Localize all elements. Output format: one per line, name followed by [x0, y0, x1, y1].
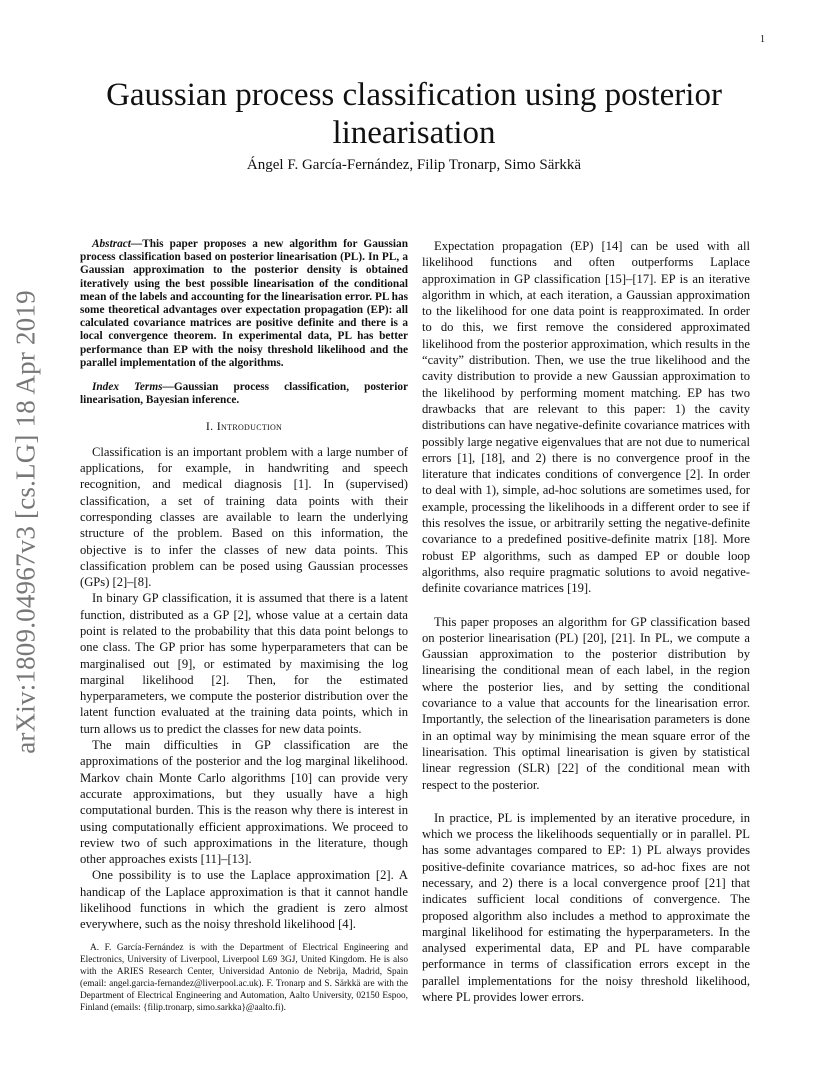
- left-column: [80, 238, 408, 1014]
- abstract-text: This paper proposes a new algorithm for Gaussian process classification based on posterior linearisation (PL). In PL, a Gaussian approximation to the posterior density is obtained iteratively using the best possible linearisation of the conditional mean of the labels and accounting for the linearisation error. PL has some theoretical advantages over expectation propagation (EP): all calculated covariance matrices are positive definite and there is a local convergence theorem. In experimental data, PL has better performance than EP with the noisy threshold likelihood and the parallel implementation of the algorithms.: [80, 238, 408, 369]
- arxiv-stamp: [8, 286, 44, 758]
- index-terms-label: Index Terms—: [92, 381, 174, 394]
- paper-title: Gaussian process classification using posterior linearisation: [106, 77, 722, 151]
- intro-paragraph-4: One possibility is to use the Laplace approximation [2]. A handicap of the Laplace approximation is that it cannot handle likelihood functions in which the gradient is zero almost everywhere, such as the noisy threshold likelihood [4].: [80, 868, 408, 932]
- intro-paragraph-3: The main difficulties in GP classification are the approximations of the posterior and the log marginal likelihood. Markov chain Monte Carlo algorithms [10] can provide very accurate approximations, but they usually have a high computational burden. This is the reason why there is interest in using computationally efficient approximations. We proceed to review two of such approximations in the literature, though other approaches exists [11]–[13].: [80, 738, 408, 867]
- index-terms-text: Gaussian process classification, posterior linearisation, Bayesian inference.: [80, 381, 408, 407]
- author-list: Ángel F. García-Fernández, Filip Tronarp, Simo Särkkä: [246, 157, 582, 173]
- ep-paragraph: Expectation propagation (EP) [14] can be used with all likelihood functions and often outperforms Laplace approximation in GP classification [15]–[17]. EP is an iterative algorithm in which, at each iteration, a Gaussian approximation to the likelihood for one data point is reapproximated. In order to do this, we first remove the considered approximated likelihood from the posterior approximation, which results in the “cavity” distribution. Then, we use the true likelihood and the cavity distribution to provide a new Gaussian approximation to the likelihood by performing moment matching. EP has two drawbacks that are relevant to this paper: 1) the cavity distributions can have negative-definite covariance matrices with possibly large negative eigenvalues that are not due to numerical errors [1], [18], and 2) there is no convergence proof in the literature that indicates conditions of convergence [2]. In order to deal with 1), simple, ad-hoc solutions are sometimes used, for example, processing the likelihoods in a different order to see if this resolves the issue, or arbitrarily setting the negative-definite covariance to a predefined positive-definite matrix [18]. More robust EP algorithms, such as damped EP or double loop algorithms, also require pragmatic solutions to avoid negative-definite covariance matrices [19].: [422, 239, 751, 596]
- practice-paragraph: In practice, PL is implemented by an iterative procedure, in which we process the likelihoods sequentially or in parallel. PL has some advantages compared to EP: 1) PL always provides positive-definite covariance matrices, so ad-hoc fixes are not necessary, and 2) there is a local convergence proof [21] that indicates sufficient local conditions of convergence. The proposed algorithm also includes a method to approximate the marginal likelihood for estimating the hyperparameters. In the analysed experimental data, EP and PL have comparable performance in terms of classification errors except in the parallel implementations for the noisy threshold likelihood, where PL provides lower errors.: [422, 810, 750, 1005]
- arxiv-stamp-text: arXiv:1809.04967v3 [cs.LG] 18 Apr 2019: [10, 290, 41, 754]
- section-heading: [80, 418, 408, 434]
- intro-paragraph-2: In binary GP classification, it is assumed that there is a latent function, distributed as a GP [2], whose value at a certain data point is related to the probability that this data point belongs to one class. The GP prior has some hyperparameters that can be marginalised out [9], or estimated by maximising the log marginal likelihood [2]. Then, for the estimated hyperparameters, we compute the posterior distribution over the latent function evaluated at the training data points, which in turn allows us to predict the classes for new data points.: [80, 591, 408, 736]
- section-title: Introduction: [216, 419, 283, 434]
- abstract: [80, 238, 408, 370]
- page-number: 1: [760, 34, 765, 45]
- proposal-paragraph: This paper proposes an algorithm for GP classification based on posterior linearisation (PL) [20], [21]. In PL, we compute a Gaussian approximation to the posterior distribution by linearising the conditional mean of each label, in the region where the posterior lies, and by setting the conditional covariance to a value that accounts for the linearisation error. Importantly, the selection of the linearisation parameters is done in an optimal way by minimising the mean square error of the linearisation. This optimal linearisation is given by statistical linear regression (SLR) [22] of the conditional mean with respect to the posterior.: [422, 614, 750, 792]
- intro-paragraph-1: Classification is an important problem with a large number of applications, for example, in handwriting and speech recognition, and medical diagnosis [1]. In (supervised) classification, a set of training data points with their corresponding classes are available to learn the underlying structure of the problem. Based on this information, the objective is to infer the classes of new data points. This classification problem can be posed using Gaussian processes (GPs) [2]–[8].: [80, 444, 408, 590]
- section-number: I.: [205, 419, 217, 434]
- abstract-label: Abstract—: [92, 238, 143, 250]
- index-terms: [80, 381, 408, 407]
- right-column: [422, 238, 750, 1005]
- author-footnote: A. F. García-Fernández is with the Department of Electrical Engineering and Electronics, University of Liverpool, Liverpool L69 3GJ, United Kingdom. He is also with the ARIES Research Center, Universidad Antonio de Nebrija, Madrid, Spain (email: angel.garcia-fernandez@liverpool.ac.uk). F. Tronarp and S. Särkkä are with the Department of Electrical Engineering and Automation, Aalto University, 02150 Espoo, Finland (emails: {filip.tronarp, simo.sarkka}@aalto.fi).: [80, 942, 408, 1013]
